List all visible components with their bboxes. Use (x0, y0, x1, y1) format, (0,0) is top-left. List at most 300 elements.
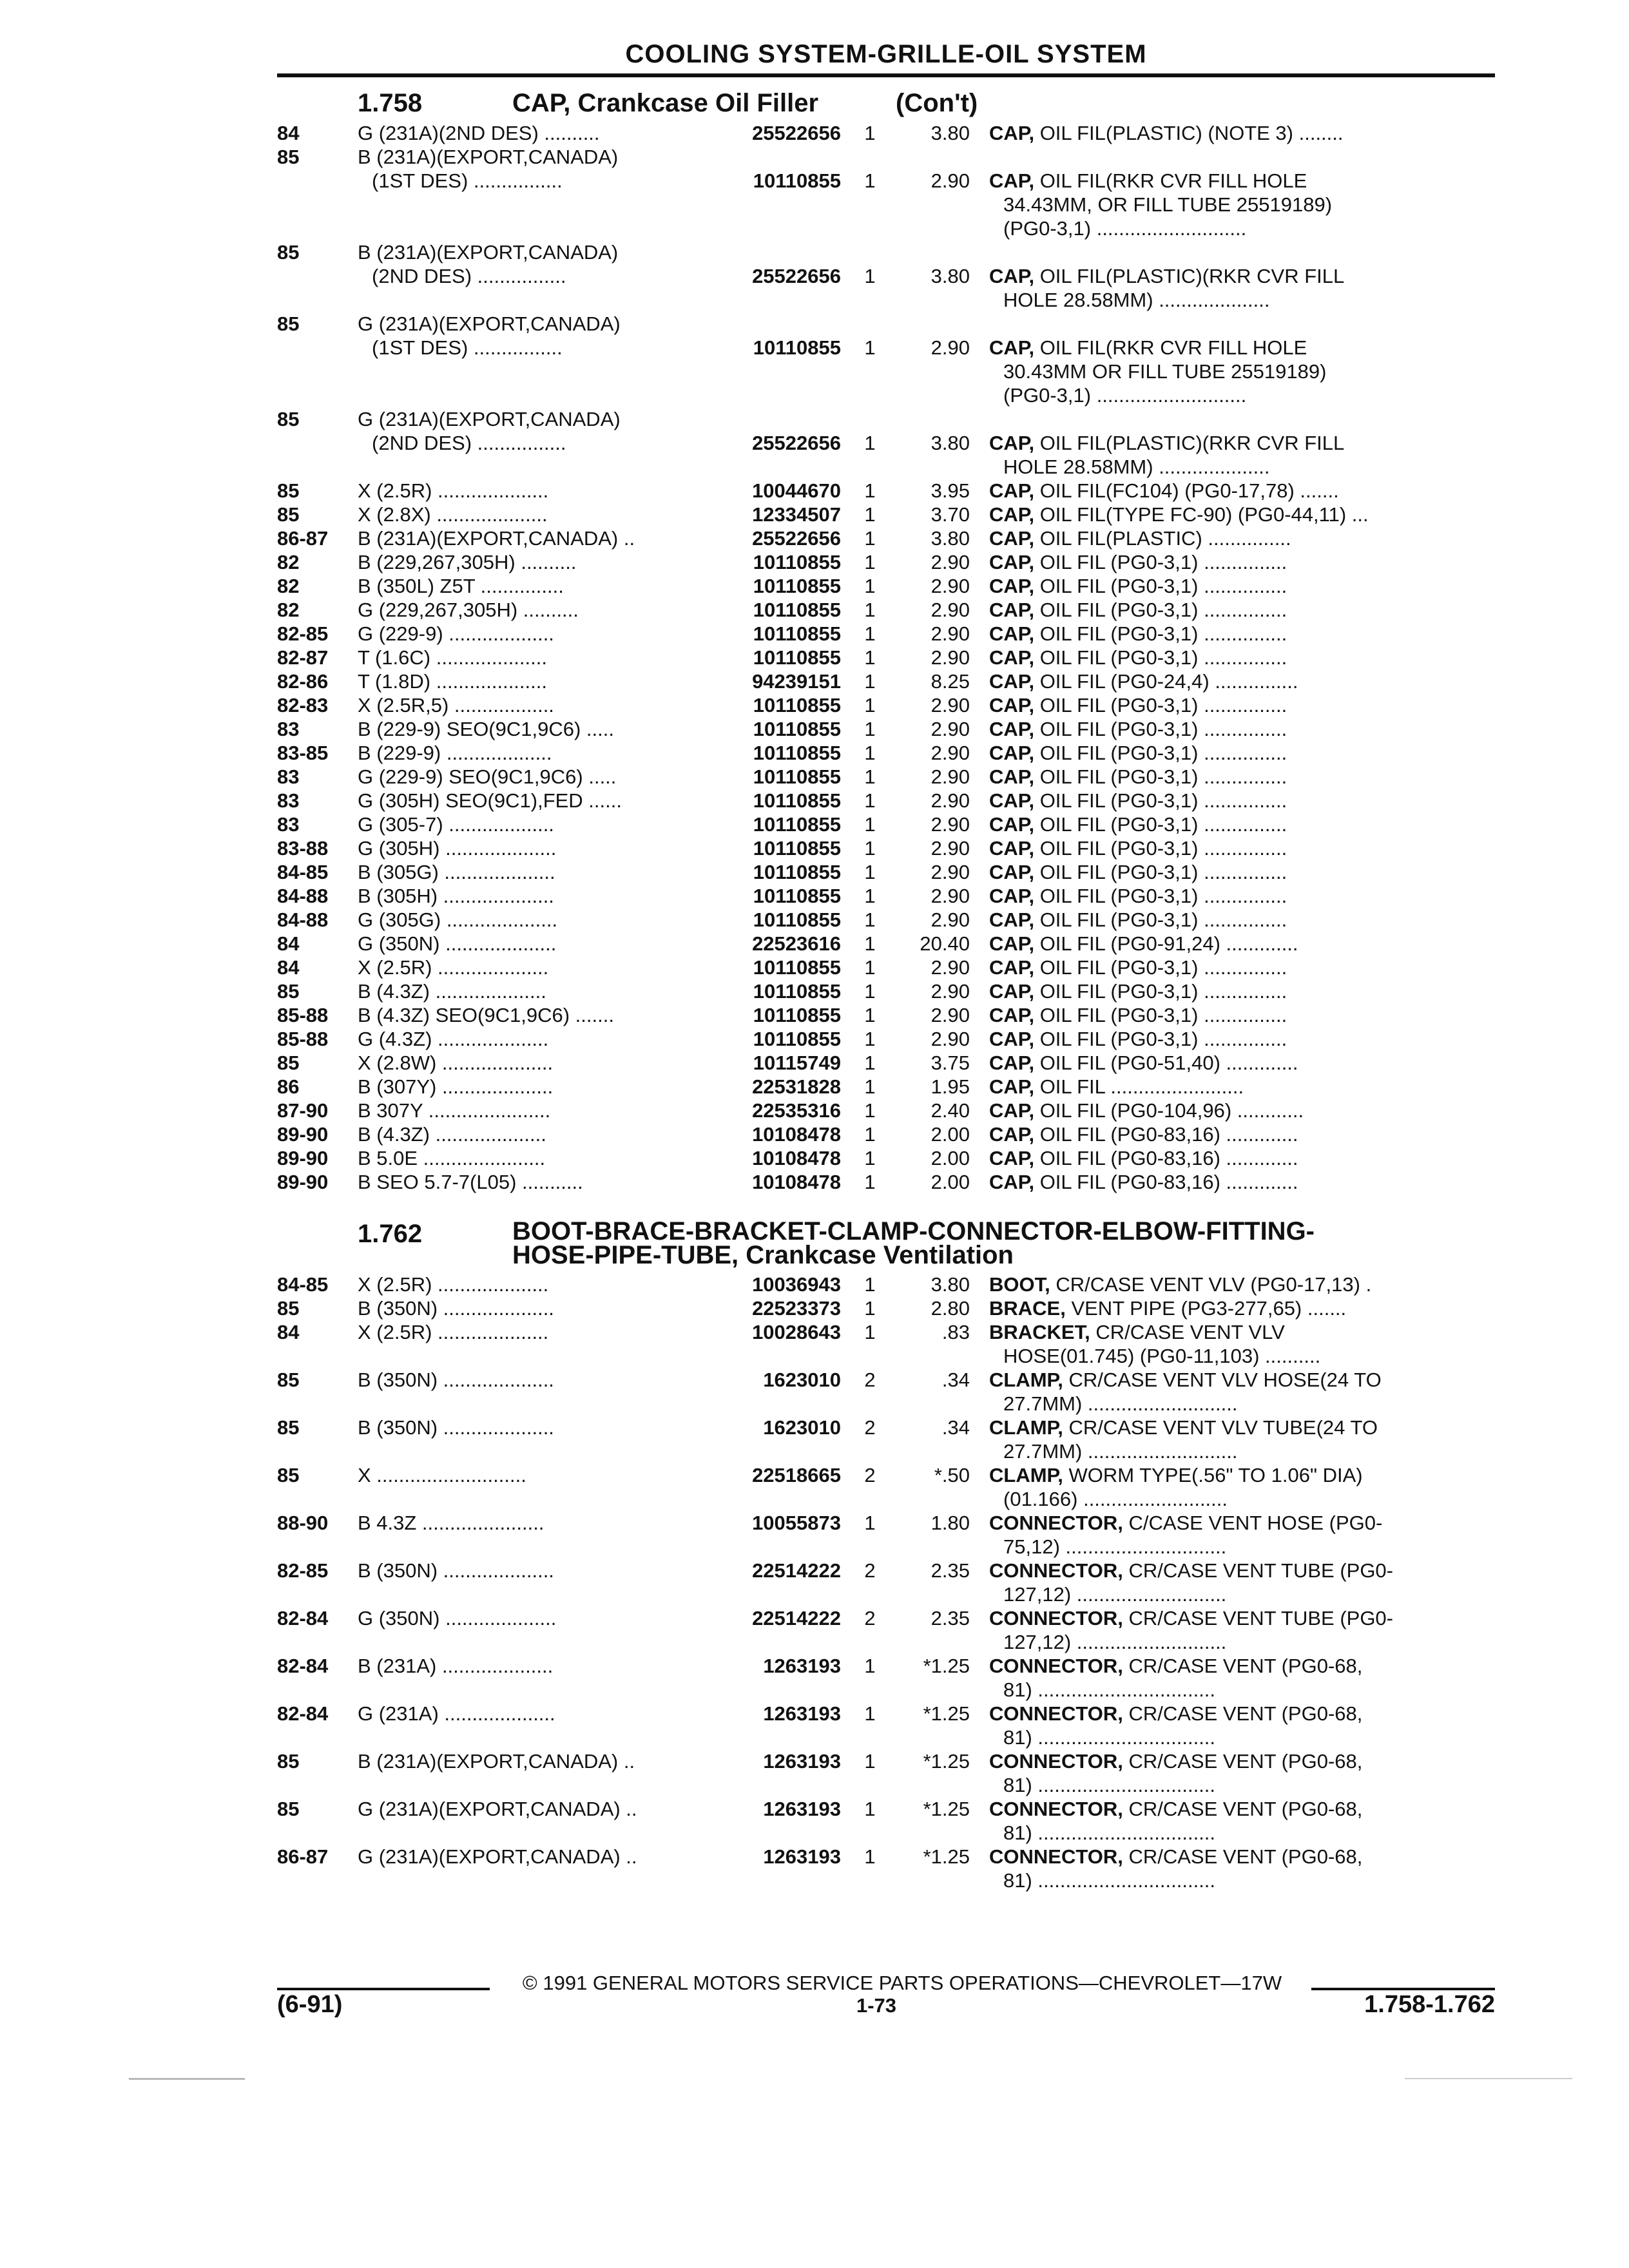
description (989, 693, 1495, 717)
description-line (989, 1463, 1495, 1487)
part-number: 10110855 (753, 336, 841, 359)
part-row (277, 1702, 1495, 1749)
application-line: B (231A)(EXPORT,CANADA) .. (358, 1750, 635, 1773)
item-detail: 27.7MM) ........................... (1003, 1392, 1238, 1415)
model-year: 84-85 (277, 1273, 329, 1296)
item-name: CAP, (989, 503, 1035, 526)
application (358, 860, 702, 884)
part-number: 22514222 (752, 1559, 841, 1582)
item-detail: 27.7MM) ........................... (1003, 1440, 1238, 1463)
application-line: T (1.6C) .................... (358, 646, 547, 669)
item-name: CAP, (989, 1099, 1035, 1122)
quantity: 1 (864, 622, 876, 645)
price: 2.90 (930, 694, 970, 716)
quantity: 2 (864, 1559, 876, 1582)
part-number: 1263193 (763, 1702, 841, 1725)
quantity: 1 (864, 837, 876, 860)
item-name: CAP, (989, 646, 1035, 669)
description-line (989, 1487, 1495, 1511)
price: .34 (941, 1369, 970, 1391)
part-number: 10110855 (753, 718, 841, 740)
section-heading (277, 1217, 1495, 1273)
application (358, 574, 702, 598)
application (358, 1099, 702, 1122)
description-line (989, 860, 1495, 884)
part-row (277, 1170, 1495, 1194)
application-line: B (231A)(EXPORT,CANADA) .. (358, 527, 635, 550)
item-detail: OIL FIL (PG0-3,1) ............... (1034, 956, 1287, 979)
quantity: 1 (864, 1171, 876, 1193)
item-detail: C/CASE VENT HOSE (PG0- (1123, 1512, 1383, 1534)
item-detail: CR/CASE VENT VLV (1090, 1321, 1285, 1343)
model-year: 84-88 (277, 885, 329, 907)
part-number: 22514222 (752, 1607, 841, 1629)
item-detail: OIL FIL (PG0-3,1) ............... (1034, 575, 1287, 597)
item-detail: OIL FIL (PG0-3,1) ............... (1034, 694, 1287, 716)
model-year: 85-88 (277, 1004, 329, 1026)
part-row (277, 526, 1495, 550)
application-line: G (231A)(2ND DES) .......... (358, 122, 600, 144)
description-line (989, 1439, 1495, 1463)
part-row (277, 669, 1495, 693)
model-year: 85 (277, 408, 300, 430)
model-year: 84 (277, 1321, 300, 1343)
part-number: 10110855 (753, 622, 841, 645)
continued-label: (Con't) (896, 89, 978, 117)
section-1762 (277, 1217, 1495, 1892)
description (989, 550, 1495, 574)
description-line (989, 669, 1495, 693)
description-line (989, 789, 1495, 812)
price: 2.90 (930, 1004, 970, 1026)
quantity: 1 (864, 599, 876, 621)
item-detail: CR/CASE VENT TUBE (PG0- (1123, 1607, 1393, 1629)
application-line: B (350N) .................... (358, 1369, 554, 1391)
application-line: B (229-9) SEO(9C1,9C6) ..... (358, 718, 614, 740)
parts-list (277, 1273, 1495, 1892)
application (358, 479, 702, 503)
description (989, 1368, 1495, 1416)
item-detail: 30.43MM OR FILL TUBE 25519189) (1003, 360, 1327, 383)
application (358, 1273, 702, 1296)
item-detail: OIL FIL (PG0-3,1) ............... (1034, 837, 1287, 860)
item-name: BRACE, (989, 1297, 1066, 1320)
application (358, 407, 702, 455)
part-number: 1263193 (763, 1750, 841, 1773)
application-line: B (229-9) ................... (358, 742, 552, 764)
quantity: 2 (864, 1416, 876, 1439)
item-detail: OIL FIL(RKR CVR FILL HOLE (1034, 169, 1307, 192)
item-detail: OIL FIL (PG0-83,16) ............. (1034, 1123, 1298, 1146)
application-line: G (229-9) ................... (358, 622, 554, 645)
description (989, 264, 1495, 312)
description (989, 789, 1495, 812)
part-row (277, 1296, 1495, 1320)
description-line (989, 1122, 1495, 1146)
section-heading (277, 89, 1495, 121)
application (358, 1749, 702, 1773)
application-line: B (350N) .................... (358, 1559, 554, 1582)
application (358, 1845, 702, 1869)
part-row (277, 932, 1495, 956)
application (358, 1606, 702, 1630)
application-line: B (305G) .................... (358, 861, 555, 883)
price: 20.40 (920, 932, 970, 955)
description (989, 884, 1495, 908)
part-number: 10110855 (753, 1004, 841, 1026)
item-name: CAP, (989, 1147, 1035, 1169)
model-year: 82-84 (277, 1702, 329, 1725)
price: *1.25 (923, 1845, 970, 1868)
part-row (277, 1797, 1495, 1845)
application (358, 598, 702, 622)
part-number: 10044670 (752, 479, 841, 502)
part-row (277, 956, 1495, 979)
part-number: 10110855 (753, 646, 841, 669)
item-name: CAP, (989, 861, 1035, 883)
description-line (989, 622, 1495, 646)
item-name: CAP, (989, 622, 1035, 645)
price: 2.90 (930, 861, 970, 883)
section-title (512, 1217, 1479, 1269)
item-detail: HOLE 28.58MM) .................... (1003, 456, 1270, 478)
application-line: B (4.3Z) .................... (358, 980, 546, 1003)
application (358, 669, 702, 693)
item-detail: 34.43MM, OR FILL TUBE 25519189) (1003, 193, 1333, 216)
application-line: G (4.3Z) .................... (358, 1028, 549, 1050)
description-line (989, 360, 1495, 383)
model-year: 82-85 (277, 622, 329, 645)
description (989, 622, 1495, 646)
part-row (277, 598, 1495, 622)
part-number: 10036943 (752, 1273, 841, 1296)
application-line: B (350N) .................... (358, 1297, 554, 1320)
item-detail: OIL FIL(PLASTIC) (NOTE 3) ........ (1034, 122, 1344, 144)
application (358, 1075, 702, 1099)
description (989, 1075, 1495, 1099)
footer-rule (1311, 1988, 1495, 1990)
item-name: CONNECTOR, (989, 1750, 1123, 1773)
section-number: 1.758 (358, 89, 423, 117)
application (358, 1368, 702, 1392)
model-year: 83-85 (277, 742, 329, 764)
price: 2.90 (930, 1028, 970, 1050)
item-name: CAP, (989, 742, 1035, 764)
item-name: CAP, (989, 265, 1035, 287)
item-detail: (01.166) .......................... (1003, 1488, 1228, 1510)
item-detail: CR/CASE VENT (PG0-68, (1123, 1845, 1363, 1868)
model-year: 85 (277, 479, 300, 502)
application (358, 121, 702, 145)
application (358, 1003, 702, 1027)
part-number: 10110855 (753, 599, 841, 621)
quantity: 1 (864, 1273, 876, 1296)
item-detail: CR/CASE VENT (PG0-68, (1123, 1655, 1363, 1677)
item-detail: WORM TYPE(.56" TO 1.06" DIA) (1063, 1464, 1363, 1486)
application-line: X (2.5R) .................... (358, 1273, 549, 1296)
part-number: 10110855 (753, 980, 841, 1003)
description-line (989, 908, 1495, 932)
description-line (989, 526, 1495, 550)
item-detail: OIL FIL(FC104) (PG0-17,78) ....... (1034, 479, 1339, 502)
description-line (989, 193, 1495, 216)
description-line (989, 884, 1495, 908)
part-row (277, 1122, 1495, 1146)
quantity: 1 (864, 575, 876, 597)
quantity: 1 (864, 1052, 876, 1074)
application (358, 1320, 702, 1344)
description-line (989, 979, 1495, 1003)
application-line: G (350N) .................... (358, 1607, 557, 1629)
price: 2.90 (930, 551, 970, 573)
part-number: 10110855 (753, 575, 841, 597)
description (989, 479, 1495, 503)
quantity: 1 (864, 336, 876, 359)
description-line (989, 932, 1495, 956)
price: 2.90 (930, 837, 970, 860)
quantity: 1 (864, 551, 876, 573)
model-year: 85 (277, 503, 300, 526)
quantity: 1 (864, 432, 876, 454)
description-line (989, 479, 1495, 503)
part-row (277, 479, 1495, 503)
description (989, 1511, 1495, 1559)
application-line: B (4.3Z) .................... (358, 1123, 546, 1146)
part-row (277, 1273, 1495, 1296)
item-detail: OIL FIL(PLASTIC) ............... (1034, 527, 1291, 550)
item-name: CAP, (989, 885, 1035, 907)
application-line: B (4.3Z) SEO(9C1,9C6) ....... (358, 1004, 614, 1026)
application-line: X ........................... (358, 1464, 526, 1486)
item-detail: OIL FIL (PG0-3,1) ............... (1034, 885, 1287, 907)
item-detail: OIL FIL (PG0-83,16) ............. (1034, 1147, 1298, 1169)
part-number: 10110855 (753, 956, 841, 979)
item-detail: OIL FIL (PG0-3,1) ............... (1034, 718, 1287, 740)
price: 2.90 (930, 765, 970, 788)
price: 2.90 (930, 169, 970, 192)
description-line (989, 550, 1495, 574)
application (358, 1463, 702, 1487)
description-line (989, 216, 1495, 240)
application-line: T (1.8D) .................... (358, 670, 547, 693)
part-number: 10110855 (753, 789, 841, 812)
application-line: X (2.5R) .................... (358, 479, 549, 502)
price: 3.75 (930, 1052, 970, 1074)
item-name: CONNECTOR, (989, 1559, 1123, 1582)
item-name: CAP, (989, 956, 1035, 979)
description (989, 1797, 1495, 1845)
description-line (989, 1821, 1495, 1845)
application-line: X (2.5R) .................... (358, 1321, 549, 1343)
model-year: 82-83 (277, 694, 329, 716)
description-line (989, 1559, 1495, 1582)
item-name: CAP, (989, 670, 1035, 693)
part-row (277, 1511, 1495, 1559)
parts-list (277, 121, 1495, 1194)
model-year: 82-87 (277, 646, 329, 669)
application (358, 1797, 702, 1821)
quantity: 1 (864, 932, 876, 955)
item-name: CAP, (989, 932, 1035, 955)
item-detail: 127,12) ........................... (1003, 1583, 1227, 1606)
description-line (989, 1606, 1495, 1630)
quantity: 1 (864, 1702, 876, 1725)
model-year: 84 (277, 956, 300, 979)
item-detail: OIL FIL (PG0-24,4) ............... (1034, 670, 1298, 693)
model-year: 84 (277, 932, 300, 955)
quantity: 1 (864, 1028, 876, 1050)
model-year: 83-88 (277, 837, 329, 860)
quantity: 1 (864, 765, 876, 788)
item-detail: CR/CASE VENT (PG0-68, (1123, 1750, 1363, 1773)
application-line: B SEO 5.7-7(L05) ........... (358, 1171, 583, 1193)
description (989, 1416, 1495, 1463)
part-row (277, 1075, 1495, 1099)
quantity: 2 (864, 1464, 876, 1486)
part-row (277, 407, 1495, 479)
item-detail: OIL FIL (PG0-3,1) ............... (1034, 599, 1287, 621)
quantity: 1 (864, 1099, 876, 1122)
item-detail: VENT PIPE (PG3-277,65) ....... (1065, 1297, 1347, 1320)
item-detail: (PG0-3,1) ........................... (1003, 384, 1247, 407)
item-name: CAP, (989, 122, 1035, 144)
item-name: CAP, (989, 1004, 1035, 1026)
description (989, 1296, 1495, 1320)
quantity: 1 (864, 646, 876, 669)
description-line (989, 1368, 1495, 1392)
application-line: B (305H) .................... (358, 885, 554, 907)
part-number: 1263193 (763, 1845, 841, 1868)
section-number: 1.762 (358, 1220, 423, 1248)
description-line (989, 646, 1495, 669)
price: 2.90 (930, 622, 970, 645)
model-year: 82-85 (277, 1559, 329, 1582)
price: *1.25 (923, 1655, 970, 1677)
price: *1.25 (923, 1798, 970, 1820)
model-year: 85 (277, 1416, 300, 1439)
description (989, 1273, 1495, 1296)
description (989, 669, 1495, 693)
price: .83 (941, 1321, 970, 1343)
model-year: 85 (277, 1297, 300, 1320)
application (358, 1146, 702, 1170)
item-detail: OIL FIL (PG0-51,40) ............. (1034, 1052, 1298, 1074)
part-row (277, 312, 1495, 407)
item-name: CAP, (989, 169, 1035, 192)
application-line: G (231A) .................... (358, 1702, 555, 1725)
model-year: 82-84 (277, 1607, 329, 1629)
description-line (989, 455, 1495, 479)
quantity: 1 (864, 1075, 876, 1098)
application-line: B (231A) .................... (358, 1655, 554, 1677)
description-line (989, 1725, 1495, 1749)
description-line (989, 1051, 1495, 1075)
application (358, 693, 702, 717)
part-number: 10110855 (753, 837, 841, 860)
description-line (989, 1003, 1495, 1027)
description-line (989, 1099, 1495, 1122)
part-number: 22531828 (752, 1075, 841, 1098)
item-detail: OIL FIL (PG0-3,1) ............... (1034, 980, 1287, 1003)
item-name: CAP, (989, 1052, 1035, 1074)
description (989, 1654, 1495, 1702)
quantity: 1 (864, 1655, 876, 1677)
description (989, 1099, 1495, 1122)
item-detail: OIL FIL(PLASTIC)(RKR CVR FILL (1034, 432, 1345, 454)
price: 2.00 (930, 1147, 970, 1169)
application (358, 240, 702, 288)
revision-date: (6-91) (277, 1991, 343, 2018)
model-year: 86-87 (277, 527, 329, 550)
description-line (989, 812, 1495, 836)
part-number: 10110855 (753, 1028, 841, 1050)
item-name: CLAMP, (989, 1464, 1063, 1486)
price: 2.90 (930, 646, 970, 669)
part-row (277, 765, 1495, 789)
application-line: (2ND DES) ................ (372, 265, 566, 287)
part-row (277, 979, 1495, 1003)
item-detail: CR/CASE VENT VLV (PG0-17,13) . (1050, 1273, 1372, 1296)
description-line (989, 1630, 1495, 1654)
price: 2.90 (930, 789, 970, 812)
description-line (989, 1344, 1495, 1368)
description-line (989, 1273, 1495, 1296)
description-line (989, 574, 1495, 598)
description (989, 1170, 1495, 1194)
item-detail: OIL FIL (PG0-104,96) ............ (1034, 1099, 1304, 1122)
application (358, 979, 702, 1003)
part-row (277, 240, 1495, 312)
description-line (989, 836, 1495, 860)
quantity: 1 (864, 527, 876, 550)
application-line: B 307Y ...................... (358, 1099, 551, 1122)
price: .34 (941, 1416, 970, 1439)
item-detail: HOSE(01.745) (PG0-11,103) .......... (1003, 1345, 1321, 1367)
description-line (989, 1296, 1495, 1320)
description (989, 1003, 1495, 1027)
model-year: 82 (277, 575, 300, 597)
application (358, 145, 702, 193)
description-line (989, 1392, 1495, 1416)
description (989, 741, 1495, 765)
part-number: 10110855 (753, 694, 841, 716)
model-year: 82-86 (277, 670, 329, 693)
application (358, 789, 702, 812)
description-line (989, 1146, 1495, 1170)
application (358, 550, 702, 574)
application (358, 932, 702, 956)
application-line: G (229-9) SEO(9C1,9C6) ..... (358, 765, 617, 788)
quantity: 1 (864, 1321, 876, 1343)
part-row (277, 1416, 1495, 1463)
price: 2.80 (930, 1297, 970, 1320)
quantity: 1 (864, 694, 876, 716)
part-number: 12334507 (752, 503, 841, 526)
application (358, 765, 702, 789)
part-number: 10115749 (753, 1052, 841, 1074)
quantity: 1 (864, 956, 876, 979)
item-detail: CR/CASE VENT (PG0-68, (1123, 1798, 1363, 1820)
price: 2.90 (930, 336, 970, 359)
item-detail: OIL FIL (PG0-3,1) ............... (1034, 1004, 1287, 1026)
price: 2.90 (930, 718, 970, 740)
part-row (277, 1027, 1495, 1051)
part-number: 10110855 (753, 765, 841, 788)
price: 2.35 (930, 1559, 970, 1582)
application-line: (1ST DES) ................ (372, 336, 563, 359)
price: 2.35 (930, 1607, 970, 1629)
section-title-line: HOSE-PIPE-TUBE, Crankcase Ventilation (512, 1241, 1014, 1269)
